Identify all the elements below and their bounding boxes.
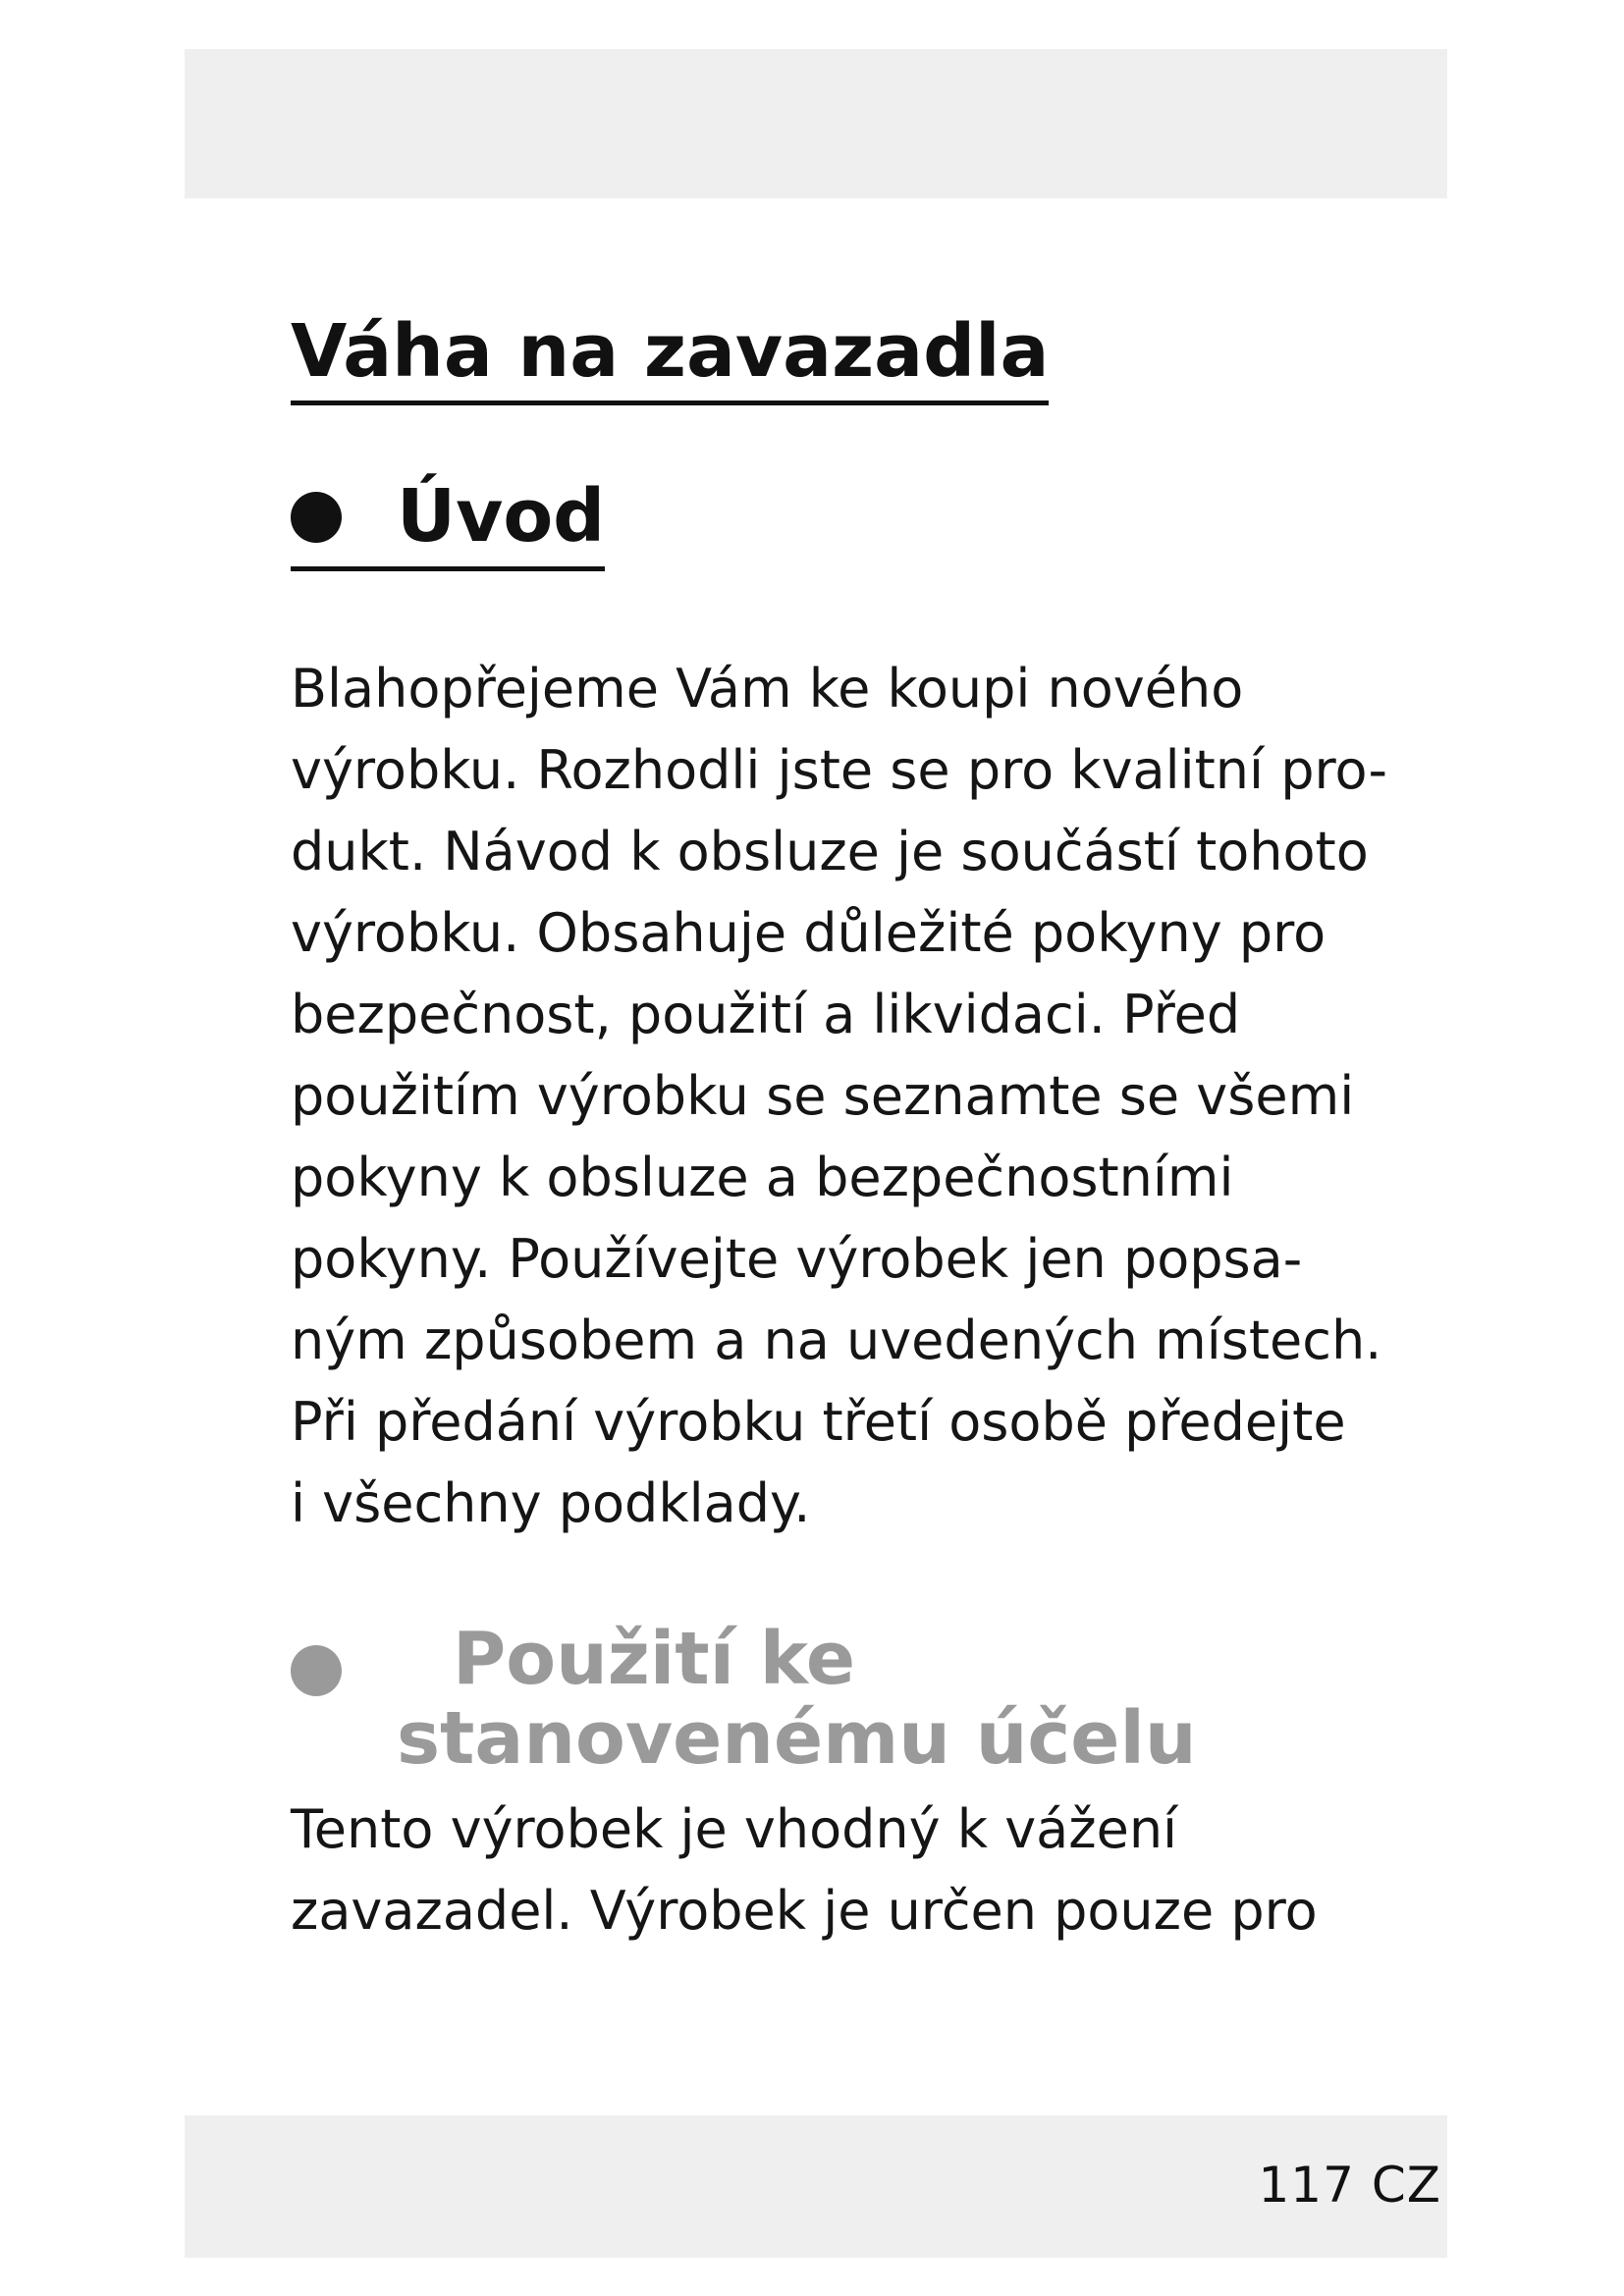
section-heading-line: stanovenému účelu (397, 1696, 1197, 1782)
paragraph-line: i všechny podklady. (291, 1472, 811, 1534)
bullet-icon (291, 1645, 342, 1696)
paragraph-line: dukt. Návod k obsluze je součástí tohoto (291, 821, 1369, 882)
section-heading-intro (291, 474, 606, 571)
section-heading-intro-label: Úvod (397, 474, 606, 559)
paragraph-line: použitím výrobku se seznamte se všemi (291, 1065, 1355, 1127)
header-band (185, 49, 1447, 198)
bullet-icon (291, 492, 342, 543)
section-heading-line: Použití ke (453, 1617, 856, 1701)
page-number: 117 CZ (1258, 2157, 1441, 2214)
paragraph-line: Blahopřejeme Vám ke koupi nového (291, 658, 1244, 720)
paragraph-line: zavazadel. Výrobek je určen pouze pro (291, 1880, 1318, 1942)
paragraph-line: pokyny. Používejte výrobek jen popsa- (291, 1228, 1303, 1290)
paragraph-line: výrobku. Rozhodli jste se pro kvalitní pro- (291, 739, 1388, 801)
paragraph-line: ným způsobem a na uvedených místech. (291, 1309, 1382, 1371)
paragraph-line: bezpečnost, použití a likvidaci. Před (291, 984, 1241, 1045)
paragraph-line: pokyny k obsluze a bezpečnostními (291, 1147, 1234, 1208)
section-heading-intended-use (291, 1617, 1371, 1782)
paragraph-line: Při předání výrobku třetí osobě předejte (291, 1391, 1346, 1453)
footer-band (185, 2115, 1447, 2258)
intended-use-paragraph (291, 1789, 1331, 1951)
page-title: Váha na zavazadla (291, 314, 1049, 405)
paragraph-line: Tento výrobek je vhodný k vážení (291, 1798, 1178, 1860)
paragraph-line: výrobku. Obsahuje důležité pokyny pro (291, 902, 1326, 964)
intro-paragraph (291, 648, 1388, 1544)
